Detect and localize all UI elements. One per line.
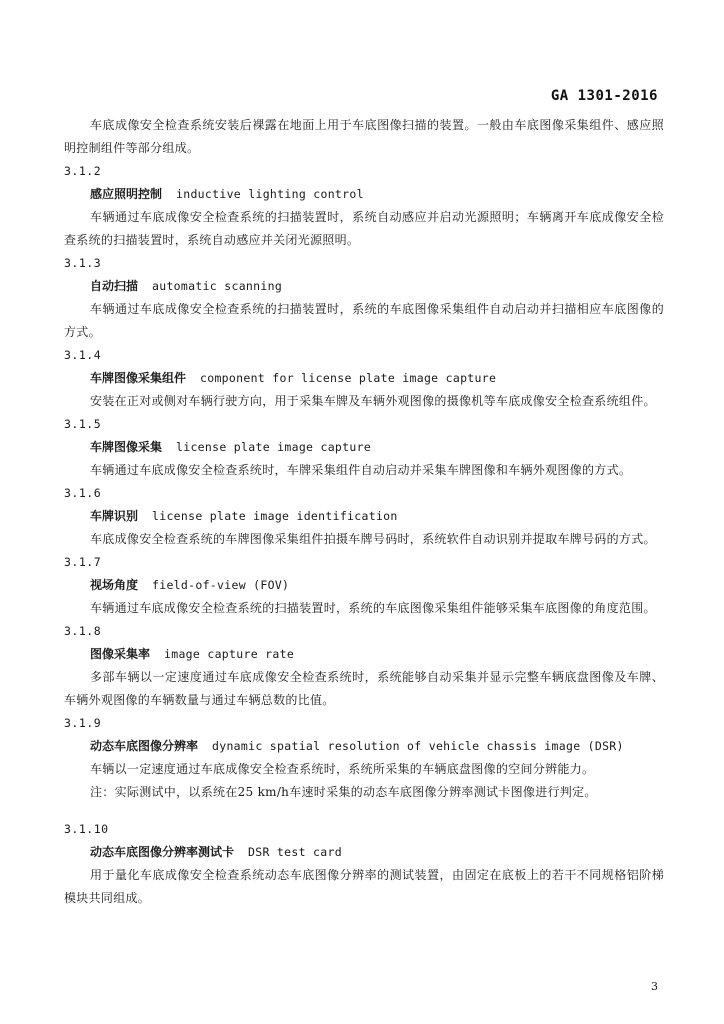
entry-term — [64, 436, 664, 459]
term-english: license plate image capture — [176, 440, 372, 454]
entry-term — [64, 367, 664, 390]
term-chinese: 自动扫描 — [90, 279, 139, 293]
entry-note: 注：实际测试中，以系统在25 km/h车速时采集的动态车底图像分辨率测试卡图像进行判定。 — [90, 785, 597, 799]
entry-number: 3.1.4 — [64, 348, 102, 362]
page-content — [64, 114, 664, 910]
entry-3-1-2 — [64, 160, 664, 252]
document-code: GA 1301-2016 — [550, 88, 658, 104]
entry-3-1-7 — [64, 551, 664, 620]
entry-definition: 车辆以一定速度通过车底成像安全检查系统时，系统所采集的车辆底盘图像的空间分辨能力。 — [90, 762, 595, 776]
entry-definition: 车辆通过车底成像安全检查系统的扫描装置时，系统的车底图像采集组件自动启动并扫描相应车底图像的方式。 — [64, 302, 664, 339]
entry-definition: 多部车辆以一定速度通过车底成像安全检查系统时，系统能够自动采集并显示完整车辆底盘图像及车牌、车辆外观图像的车辆数量与通过车辆总数的比值。 — [64, 670, 664, 707]
intro-paragraph: 车底成像安全检查系统安装后裸露在地面上用于车底图像扫描的装置。一般由车底图像采集组件、感应照明控制组件等部分组成。 — [64, 118, 664, 155]
entry-definition: 车辆通过车底成像安全检查系统的扫描装置时，系统自动感应并启动光源照明；车辆离开车底成像安全检查系统的扫描装置时，系统自动感应并关闭光源照明。 — [64, 210, 664, 247]
entry-term — [64, 841, 664, 864]
entry-3-1-10 — [64, 818, 664, 910]
entry-definition: 用于量化车底成像安全检查系统动态车底图像分辨率的测试装置，由固定在底板上的若干不同规格铝阶梯模块共同组成。 — [64, 868, 664, 905]
section-gap — [64, 804, 664, 818]
entry-3-1-4 — [64, 344, 664, 413]
term-chinese: 车牌识别 — [90, 509, 139, 523]
term-english: component for license plate image capture — [200, 371, 497, 385]
entry-3-1-9 — [64, 712, 664, 804]
term-english: dynamic spatial resolution of vehicle chassis image (DSR) — [212, 739, 624, 753]
page-number: 3 — [651, 980, 658, 993]
term-chinese: 动态车底图像分辨率 — [90, 739, 199, 753]
term-chinese: 图像采集率 — [90, 647, 151, 661]
entry-term — [64, 505, 664, 528]
entry-3-1-8 — [64, 620, 664, 712]
entry-term — [64, 574, 664, 597]
entry-term — [64, 643, 664, 666]
entry-definition: 车辆通过车底成像安全检查系统时，车牌采集组件自动启动并采集车牌图像和车辆外观图像的方式。 — [90, 463, 632, 477]
entry-number: 3.1.2 — [64, 164, 102, 178]
entry-number: 3.1.9 — [64, 716, 102, 730]
entry-3-1-6 — [64, 482, 664, 551]
entry-3-1-5 — [64, 413, 664, 482]
term-english: license plate image identification — [152, 509, 398, 523]
entry-definition: 车底成像安全检查系统的车牌图像采集组件拍摄车牌号码时，系统软件自动识别并提取车牌号码的方式。 — [90, 532, 656, 546]
term-chinese: 动态车底图像分辨率测试卡 — [90, 845, 235, 859]
entry-number: 3.1.5 — [64, 417, 102, 431]
entry-definition: 车辆通过车底成像安全检查系统的扫描装置时，系统的车底图像采集组件能够采集车底图像的角度范围。 — [90, 601, 656, 615]
entry-number: 3.1.10 — [64, 822, 109, 836]
entry-term — [64, 183, 664, 206]
term-english: image capture rate — [164, 647, 295, 661]
entry-definition: 安装在正对或侧对车辆行驶方向，用于采集车牌及车辆外观图像的摄像机等车底成像安全检查系统组件。 — [90, 394, 656, 408]
term-english: field-of-view (FOV) — [152, 578, 290, 592]
entry-3-1-3 — [64, 252, 664, 344]
entry-number: 3.1.8 — [64, 624, 102, 638]
term-chinese: 感应照明控制 — [90, 187, 163, 201]
term-chinese: 车牌图像采集 — [90, 440, 163, 454]
term-english: automatic scanning — [152, 279, 283, 293]
entry-term — [64, 735, 664, 758]
term-chinese: 车牌图像采集组件 — [90, 371, 187, 385]
term-english: inductive lighting control — [176, 187, 364, 201]
term-english: DSR test card — [248, 845, 342, 859]
term-chinese: 视场角度 — [90, 578, 139, 592]
entry-number: 3.1.3 — [64, 256, 102, 270]
entry-number: 3.1.7 — [64, 555, 102, 569]
entry-term — [64, 275, 664, 298]
entry-number: 3.1.6 — [64, 486, 102, 500]
